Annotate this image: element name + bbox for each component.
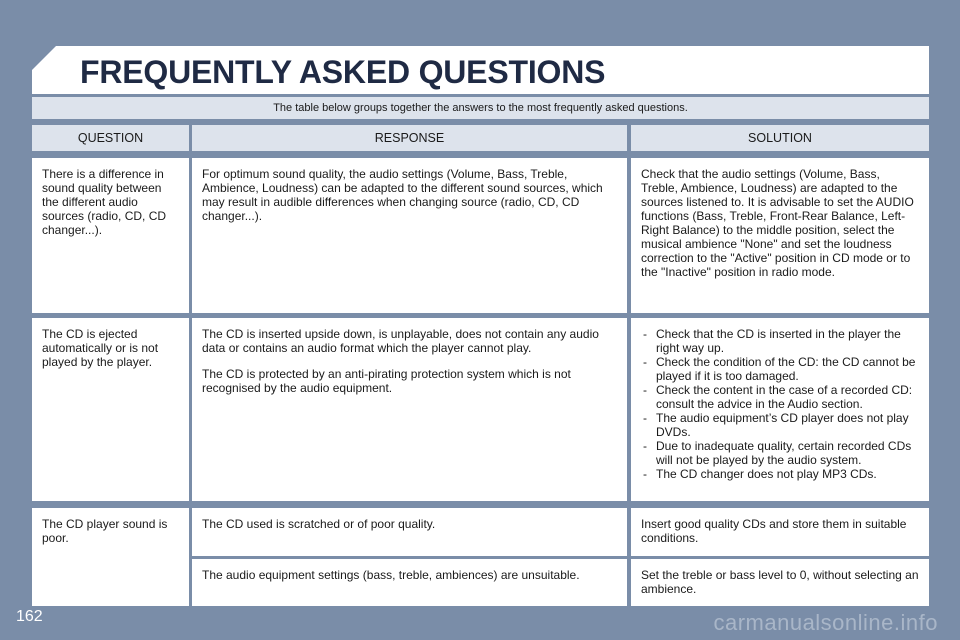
response-text: The CD is protected by an anti-pirating protection system which is not recognised by the audio equipment. <box>202 367 571 395</box>
faq-solution-1 <box>631 158 929 313</box>
solution-text: Insert good quality CDs and store them in suitable conditions. <box>641 517 907 545</box>
solution-list-item: - Due to inadequate quality, certain recorded CDs will not be played by the audio system. <box>641 439 919 467</box>
faq-response-3a <box>192 508 627 556</box>
solution-list-item: - Check that the CD is inserted in the player the right way up. <box>641 327 919 355</box>
faq-solution-3b <box>631 559 929 606</box>
question-text: There is a difference in sound quality between the different audio sources (radio, CD, CD changer...). <box>42 167 167 237</box>
solution-list-item: - The CD changer does not play MP3 CDs. <box>641 467 919 481</box>
response-text: The CD is inserted upside down, is unplayable, does not contain any audio data or contains an audio format which the player cannot play. <box>202 327 599 355</box>
solution-list-item: - Check the content in the case of a recorded CD: consult the advice in the Audio section. <box>641 383 919 411</box>
page-number: 162 <box>16 608 43 625</box>
question-text: The CD player sound is poor. <box>42 517 168 545</box>
column-header-solution: SOLUTION <box>631 125 929 151</box>
response-text: The CD used is scratched or of poor quality. <box>202 517 436 531</box>
question-text: The CD is ejected automatically or is not played by the player. <box>42 327 159 369</box>
faq-solution-2 <box>631 318 929 501</box>
page-title: FREQUENTLY ASKED QUESTIONS <box>80 54 606 90</box>
faq-question-2 <box>32 318 189 501</box>
page-subtitle: The table below groups together the answers to the most frequently asked questions. <box>32 97 929 119</box>
faq-response-1 <box>192 158 627 313</box>
watermark: carmanualsonline.info <box>713 610 938 635</box>
column-header-response: RESPONSE <box>192 125 627 151</box>
faq-response-3b <box>192 559 627 606</box>
solution-list-item: - Check the condition of the CD: the CD cannot be played if it is too damaged. <box>641 355 919 383</box>
solution-list-item: - The audio equipment’s CD player does not play DVDs. <box>641 411 919 439</box>
response-text: For optimum sound quality, the audio settings (Volume, Bass, Treble, Ambience, Loudness) can be adapted to the different sound sources, which may result in audible differences when changing source (radio, CD, CD changer...). <box>202 167 603 223</box>
faq-solution-3a <box>631 508 929 556</box>
column-header-question: QUESTION <box>32 125 189 151</box>
faq-response-2 <box>192 318 627 501</box>
solution-text: Check that the audio settings (Volume, Bass, Treble, Ambience, Loudness) are adapted to the sources listened to. It is advisable to set the AUDIO functions (Bass, Treble, Front-Rear Balance, Left-Right Balance) to the middle position, select the musical ambience "None" and set the loudness correction to the "Active" position in CD mode or to the "Inactive" position in radio mode. <box>641 167 914 279</box>
response-text: The audio equipment settings (bass, treble, ambiences) are unsuitable. <box>202 568 580 582</box>
faq-question-1 <box>32 158 189 313</box>
solution-text: Set the treble or bass level to 0, without selecting an ambience. <box>641 568 919 596</box>
solution-list <box>641 327 919 481</box>
faq-question-3 <box>32 508 189 606</box>
